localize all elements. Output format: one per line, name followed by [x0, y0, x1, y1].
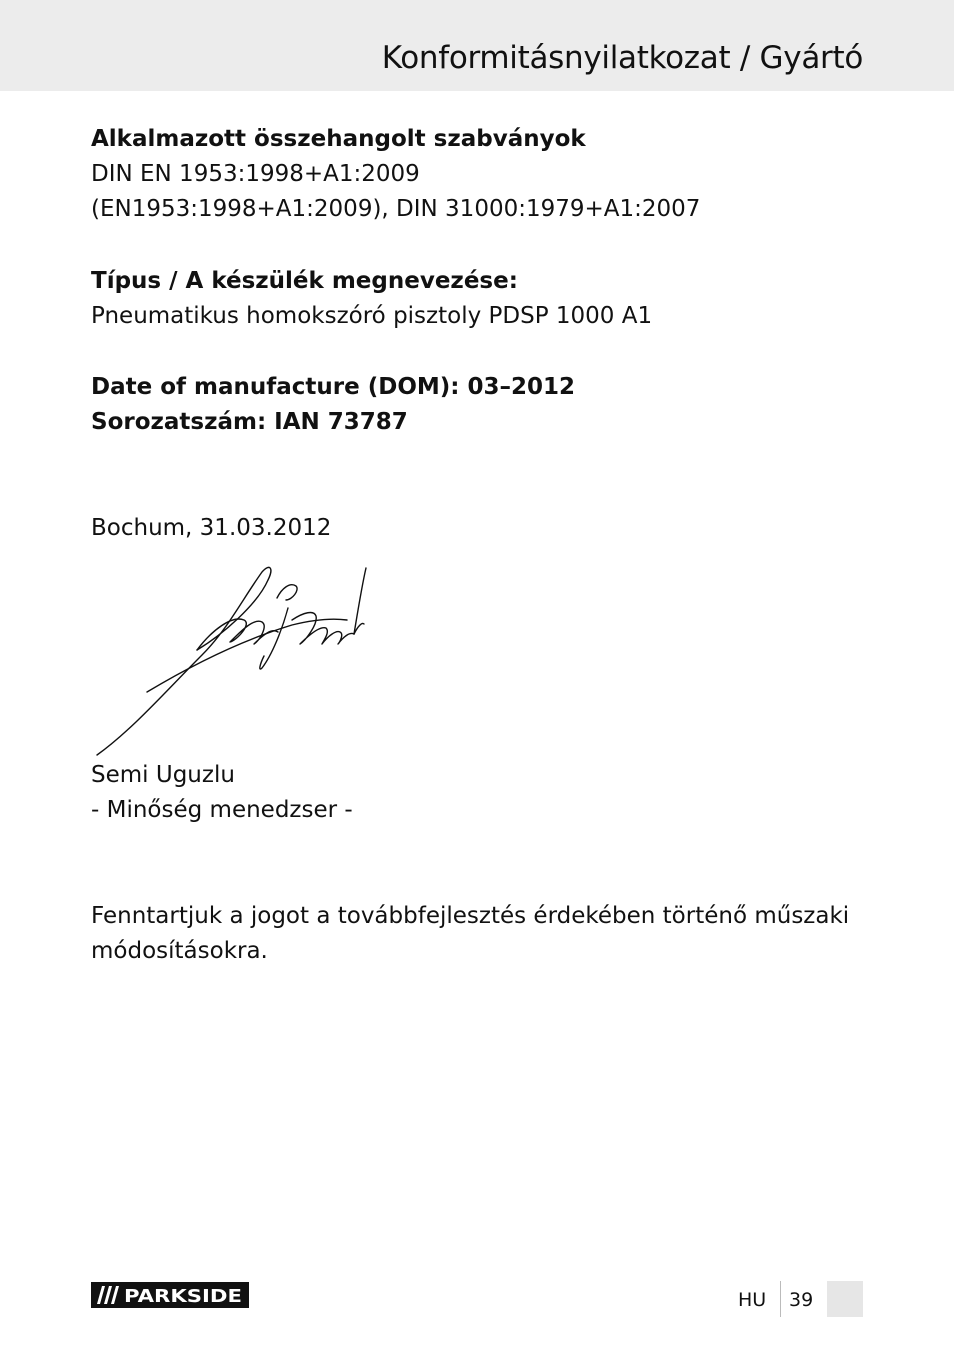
signatory-section — [91, 758, 871, 828]
signatory-role: - Minőség menedzser - — [91, 797, 353, 823]
parkside-logo — [91, 1282, 249, 1308]
disclaimer-section — [91, 899, 871, 969]
brand-text: PARKSIDE — [124, 1286, 242, 1307]
device-heading: Típus / A készülék megnevezése: — [91, 268, 518, 294]
page-title: Konformitásnyilatkozat / Gyártó — [381, 40, 863, 76]
standards-line-2: (EN1953:1998+A1:2009), DIN 31000:1979+A1:2007 — [91, 196, 701, 222]
manufacture-section — [91, 370, 871, 440]
manufacture-date: Date of manufacture (DOM): 03–2012 — [91, 374, 576, 400]
footer-tab-box — [827, 1281, 863, 1317]
device-name: Pneumatikus homokszóró pisztoly PDSP 1000 A1 — [91, 303, 653, 329]
place-date-section — [91, 511, 871, 546]
footer-language: HU — [738, 1289, 767, 1311]
footer-divider — [780, 1281, 781, 1317]
place-date: Bochum, 31.03.2012 — [91, 515, 332, 541]
standards-heading: Alkalmazott összehangolt szabványok — [91, 126, 586, 152]
disclaimer-line-2: módosításokra. — [91, 938, 268, 964]
serial-number: Sorozatszám: IAN 73787 — [91, 409, 408, 435]
device-section — [91, 264, 871, 334]
disclaimer-line-1: Fenntartjuk a jogot a továbbfejlesztés érdekében történő műszaki — [91, 903, 850, 929]
signatory-name: Semi Uguzlu — [91, 762, 235, 788]
standards-line-1: DIN EN 1953:1998+A1:2009 — [91, 161, 420, 187]
signature-image — [92, 560, 382, 760]
page-number: 39 — [789, 1289, 814, 1311]
standards-section — [91, 122, 871, 227]
